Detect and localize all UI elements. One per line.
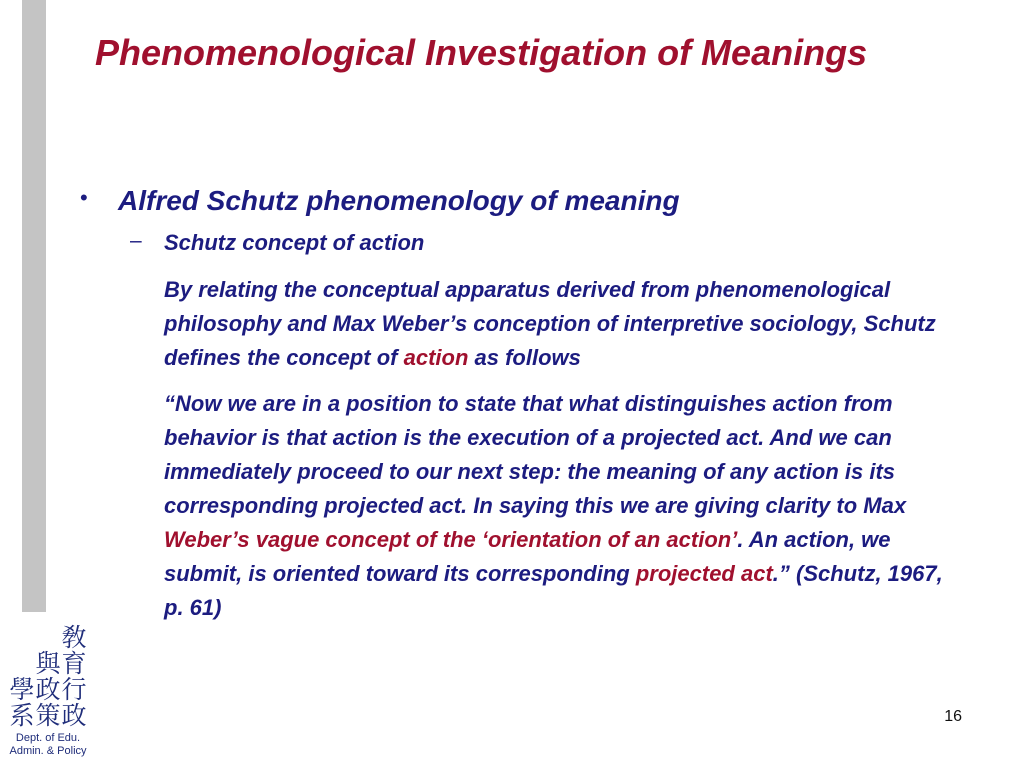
sub-bullet-marker: – [130,229,142,252]
seal-char: 敎 [61,623,87,652]
definition-paragraph [164,273,964,375]
slide-title: Phenomenological Investigation of Meanings [95,32,868,73]
seal-char: 政 [35,675,61,704]
department-logo [6,622,90,762]
department-seal-icon [6,622,90,732]
logo-caption-line1: Dept. of Edu. [15,732,81,744]
highlight-action: action [403,345,469,370]
decorative-sidebar [22,0,46,612]
bullet-marker: • [80,185,88,210]
bullet-item [80,180,980,224]
page-number: 16 [944,708,962,725]
quote-paragraph [164,387,964,625]
seal-char: 與 [35,649,61,678]
logo-caption-line2: Admin. & Policy [9,745,87,757]
sub-bullet-item [80,229,980,263]
seal-char: 策 [35,701,61,730]
seal-char: 行 [61,675,87,704]
quote-text: . An action, we submit, is oriented toward its corresponding [164,527,891,586]
highlight-orientation: Weber’s vague concept of the ‘orientation of an action’ [164,527,738,552]
seal-char: 學 [9,675,35,704]
paragraph-text: By relating the conceptual apparatus derived from phenomenological philosophy and Max Weber’s conception of interpretive sociology, Schutz defines the concept of [164,277,936,370]
bullet-text: Alfred Schutz phenomenology of meaning [118,185,680,216]
seal-char: 育 [61,649,87,678]
seal-char: 系 [9,701,35,730]
quote-citation: .” (Schutz, 1967, p. 61) [164,561,943,620]
highlight-projected-act: projected act [635,561,773,586]
logo-caption [6,732,90,758]
paragraph-text: as follows [468,345,581,370]
sub-bullet-text: Schutz concept of action [164,230,425,255]
slide-content [80,180,980,625]
quote-text: “Now we are in a position to state that what distinguishes action from behavior is that action is the execution of a projected act. And we can immediately proceed to our next step: the meaning of any action is its corresponding projected act. In saying this we are giving clarity to Max [164,391,907,518]
seal-char: 政 [61,701,87,730]
